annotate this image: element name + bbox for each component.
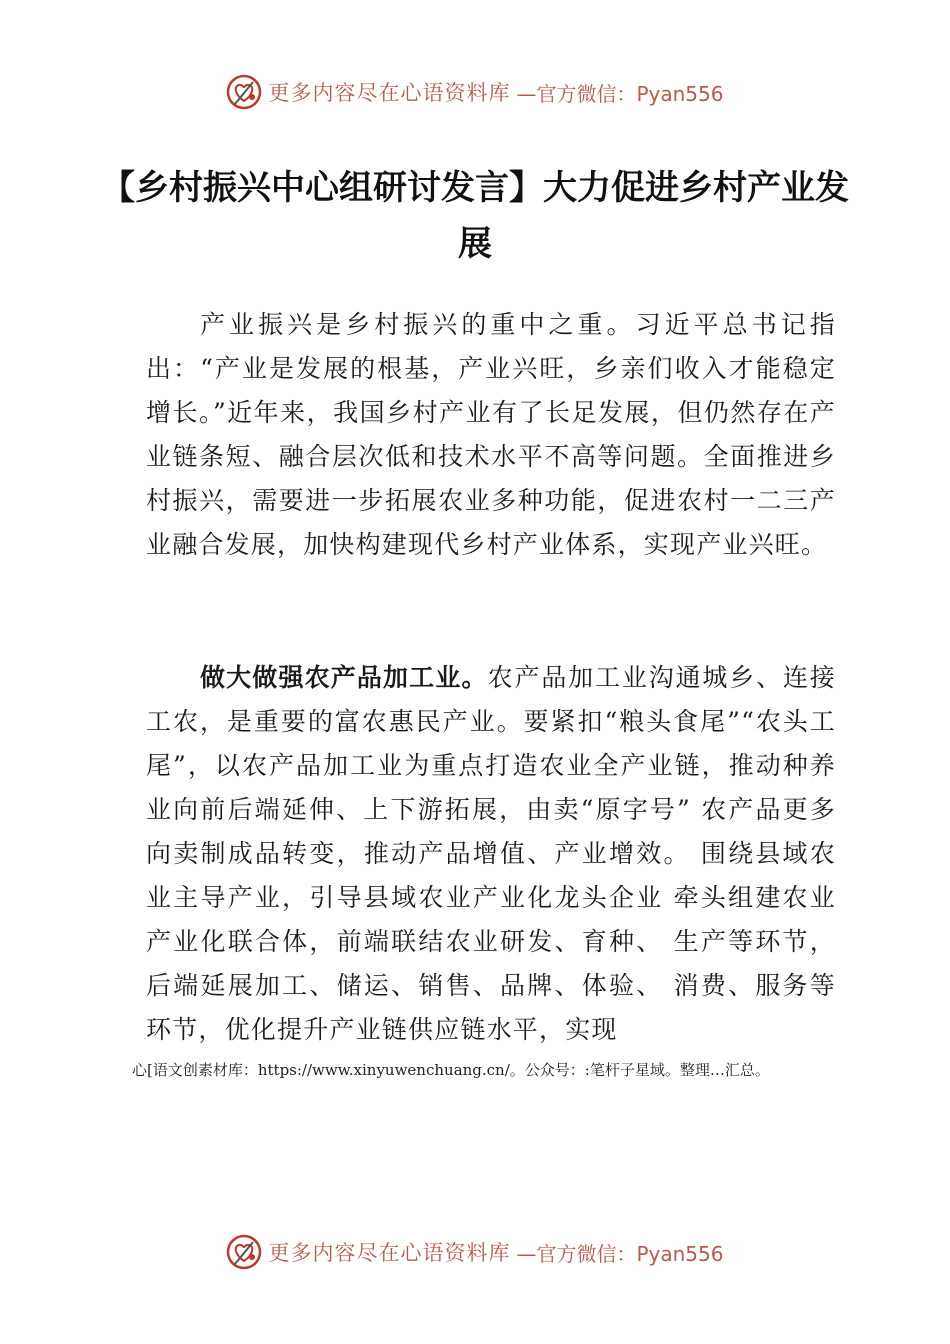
source-watermark-line: 心[语文创素材库：https://www.xinyuwenchuang.cn/。公众号：:笔杆子星域。整理…汇总。 [132, 1061, 770, 1079]
paragraph-agro-processing-text: 农产品加工业沟通城乡、连接工农，是重要的富农惠民产业。要紧扣“粮头食尾”“农头工尾”，以农产品加工业为重点打造农业全产业链，推动种养业向前后端延伸、上下游拓展，由卖“原字号” 农产品更多向卖制成品转变，推动产品增值、产业增效。 围绕县域农业主导产业，引导县域农业产业化龙头企业 牵头组建农业产业化联合体，前端联结农业研发、育种、 生产等环节，后端延展加工、储运、销售、品牌、体验、 消费、服务等环节，优化提升产业链供应链水平，实现 [146, 663, 836, 1044]
paragraph-intro-text: 产业振兴是乡村振兴的重中之重。习近平总书记指出：“产业是发展的根基，产业兴旺，乡亲们收入才能稳定增长。”近年来，我国乡村产业有了长足发展，但仍然存在产业链条短、融合层次低和技术水平不高等问题。全面推进乡村振兴，需要进一步拓展农业多种功能，促进农村一二三产业融合发展，加快构建现代乡村产业体系，实现产业兴旺。 [146, 310, 836, 559]
document-title: 【乡村振兴中心组研讨发言】大力促进乡村产业发展 [101, 168, 849, 264]
header-wechat-text: —官方微信：Pyan556 [516, 81, 724, 106]
heart-pen-logo-icon [226, 1234, 262, 1270]
footer-brand-text: 更多内容尽在心语资料库 [268, 1241, 511, 1265]
paragraph-intro [146, 303, 836, 567]
heart-pen-logo-icon [226, 74, 262, 110]
header-banner [0, 72, 950, 112]
paragraph-lead-heading: 做大做强农产品加工业。 [200, 663, 488, 692]
footer-wechat-text: —官方微信：Pyan556 [516, 1241, 724, 1266]
header-brand-text: 更多内容尽在心语资料库 [268, 81, 511, 105]
footer-banner [0, 1232, 950, 1272]
paragraph-agro-processing [146, 656, 836, 1052]
